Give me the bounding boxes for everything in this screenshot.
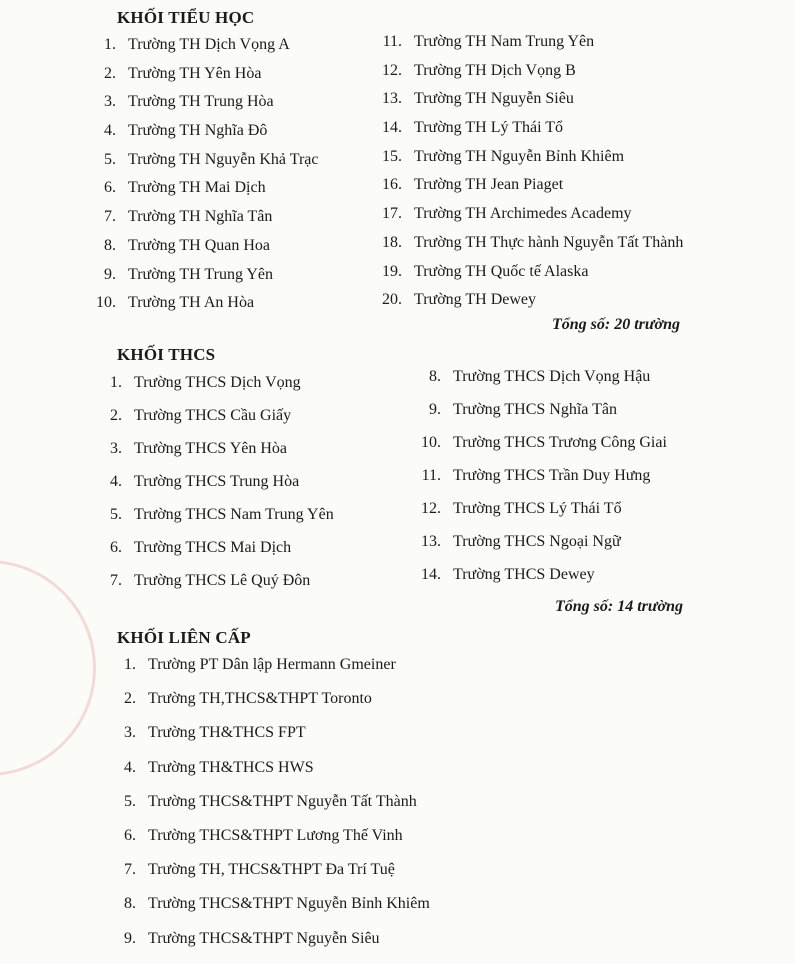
- item-number: 5.: [104, 150, 116, 168]
- lien-cap-list: [96, 656, 430, 964]
- item-number: 8.: [124, 895, 136, 913]
- tieu-hoc-total: Tổng số: 20 trường: [552, 316, 680, 333]
- list-item: [80, 179, 318, 208]
- item-number: 8.: [429, 368, 441, 385]
- list-item: [366, 119, 683, 148]
- item-number: 6.: [104, 179, 116, 197]
- list-item: [80, 36, 318, 65]
- school-name: Trường PT Dân lập Hermann Gmeiner: [148, 656, 396, 673]
- school-name: Trường THCS Dịch Vọng: [134, 374, 301, 391]
- list-item: [80, 65, 318, 94]
- school-name: Trường THCS Trung Hòa: [134, 473, 300, 490]
- item-number: 2.: [104, 64, 116, 82]
- list-item: [405, 401, 667, 434]
- thcs-list-col1: [90, 374, 334, 605]
- school-name: Trường TH Nguyễn Bỉnh Khiêm: [414, 147, 625, 165]
- school-name: Trường TH Nghĩa Tân: [128, 208, 273, 226]
- list-item: [90, 473, 334, 506]
- item-number: 3.: [110, 440, 122, 457]
- school-name: Trường TH Lý Thái Tổ: [414, 119, 563, 137]
- list-item: [405, 467, 667, 500]
- school-name: Trường TH Mai Dịch: [128, 179, 266, 197]
- school-name: Trường TH Archimedes Academy: [414, 205, 632, 223]
- school-name: Trường THCS Lê Quý Đôn: [134, 572, 311, 589]
- item-number: 1.: [104, 36, 116, 53]
- list-item: [80, 122, 318, 151]
- school-name: Trường TH,THCS&THPT Toronto: [148, 690, 372, 708]
- school-name: Trường THCS Mai Dịch: [134, 539, 292, 556]
- item-number: 1.: [124, 656, 136, 673]
- tieu-hoc-list-col1: [80, 36, 318, 323]
- list-item: [405, 434, 667, 467]
- school-name: Trường TH Thực hành Nguyễn Tất Thành: [414, 233, 684, 251]
- school-name: Trường TH&THCS FPT: [148, 724, 306, 742]
- school-name: Trường THCS Yên Hòa: [134, 440, 287, 457]
- list-item: [366, 62, 683, 91]
- item-number: 7.: [124, 861, 136, 879]
- faded-stamp: [0, 560, 96, 776]
- item-number: 4.: [124, 758, 136, 776]
- item-number: 10.: [421, 434, 441, 451]
- item-number: 4.: [110, 473, 122, 490]
- school-name: Trường TH Nghĩa Đô: [128, 122, 268, 140]
- item-number: 6.: [124, 826, 136, 844]
- item-number: 20.: [382, 291, 402, 309]
- item-number: 9.: [104, 265, 116, 283]
- item-number: 8.: [104, 236, 116, 254]
- item-number: 1.: [110, 374, 122, 391]
- school-name: Trường TH Quan Hoa: [128, 236, 271, 254]
- list-item: [90, 407, 334, 440]
- school-name: Trường TH, THCS&THPT Đa Trí Tuệ: [148, 861, 395, 879]
- item-number: 9.: [429, 401, 441, 418]
- item-number: 12.: [382, 61, 402, 79]
- list-item: [366, 176, 683, 205]
- list-item: [80, 266, 318, 295]
- list-item: [90, 539, 334, 572]
- item-number: 16.: [382, 176, 402, 194]
- list-item: [80, 237, 318, 266]
- list-item: [366, 205, 683, 234]
- item-number: 10.: [96, 294, 116, 312]
- item-number: 19.: [382, 262, 402, 280]
- list-item: [366, 148, 683, 177]
- school-name: Trường TH Jean Piaget: [414, 176, 564, 194]
- list-item: [80, 294, 318, 323]
- school-name: Trường THCS Nam Trung Yên: [134, 506, 334, 523]
- list-item: [96, 793, 430, 827]
- school-name: Trường TH Dewey: [414, 291, 537, 309]
- school-name: Trường THCS&THPT Nguyễn Tất Thành: [148, 792, 417, 810]
- list-item: [80, 93, 318, 122]
- list-item: [405, 368, 667, 401]
- item-number: 11.: [382, 33, 402, 50]
- school-name: Trường THCS&THPT Nguyễn Bỉnh Khiêm: [148, 895, 430, 913]
- list-item: [96, 895, 430, 929]
- school-name: Trường THCS&THPT Nguyễn Siêu: [148, 929, 380, 947]
- tieu-hoc-list-col2: [366, 33, 683, 320]
- school-name: Trường THCS Ngoại Ngữ: [453, 533, 621, 550]
- school-name: Trường TH Nam Trung Yên: [414, 33, 595, 50]
- school-name: Trường TH Yên Hòa: [128, 64, 262, 82]
- item-number: 13.: [382, 90, 402, 108]
- item-number: 14.: [421, 566, 441, 583]
- item-number: 3.: [124, 724, 136, 742]
- school-name: Trường THCS&THPT Lương Thế Vinh: [148, 826, 403, 844]
- school-name: Trường THCS Nghĩa Tân: [453, 401, 617, 418]
- item-number: 14.: [382, 119, 402, 137]
- item-number: 15.: [382, 147, 402, 165]
- item-number: 5.: [110, 506, 122, 523]
- list-item: [366, 90, 683, 119]
- list-item: [90, 440, 334, 473]
- list-item: [366, 263, 683, 292]
- school-name: Trường THCS Trương Công Giai: [453, 434, 667, 451]
- list-item: [96, 656, 430, 690]
- item-number: 2.: [110, 407, 122, 424]
- item-number: 18.: [382, 233, 402, 251]
- item-number: 5.: [124, 792, 136, 810]
- item-number: 17.: [382, 205, 402, 223]
- item-number: 6.: [110, 539, 122, 556]
- list-item: [405, 533, 667, 566]
- school-name: Trường TH Trung Hòa: [128, 93, 274, 111]
- item-number: 4.: [104, 122, 116, 140]
- list-item: [90, 374, 334, 407]
- school-name: Trường TH Nguyễn Khả Trạc: [128, 150, 319, 168]
- school-name: Trường THCS Lý Thái Tổ: [453, 500, 622, 517]
- school-name: Trường TH Dịch Vọng A: [128, 36, 290, 53]
- list-item: [366, 234, 683, 263]
- item-number: 12.: [421, 500, 441, 517]
- school-name: Trường THCS Dịch Vọng Hậu: [453, 368, 651, 385]
- list-item: [96, 930, 430, 964]
- thcs-total: Tổng số: 14 trường: [555, 598, 683, 615]
- item-number: 2.: [124, 690, 136, 708]
- section-title-lien-cap: KHỐI LIÊN CẤP: [117, 628, 251, 647]
- section-title-tieu-hoc: KHỐI TIỂU HỌC: [117, 8, 255, 27]
- item-number: 9.: [124, 929, 136, 947]
- section-title-thcs: KHỐI THCS: [117, 345, 216, 364]
- list-item: [405, 500, 667, 533]
- item-number: 3.: [104, 93, 116, 111]
- school-name: Trường TH An Hòa: [128, 294, 255, 312]
- school-name: Trường TH Quốc tế Alaska: [414, 262, 589, 280]
- thcs-list-col2: [405, 368, 667, 599]
- item-number: 7.: [110, 572, 122, 589]
- school-name: Trường THCS Trần Duy Hưng: [453, 467, 651, 484]
- list-item: [405, 566, 667, 599]
- list-item: [366, 33, 683, 62]
- list-item: [90, 506, 334, 539]
- list-item: [90, 572, 334, 605]
- list-item: [96, 690, 430, 724]
- list-item: [96, 861, 430, 895]
- school-name: Trường THCS Dewey: [453, 566, 595, 583]
- list-item: [96, 827, 430, 861]
- school-name: Trường TH Dịch Vọng B: [414, 61, 576, 79]
- item-number: 13.: [421, 533, 441, 550]
- list-item: [96, 724, 430, 758]
- school-name: Trường TH&THCS HWS: [148, 758, 314, 776]
- item-number: 11.: [421, 467, 441, 484]
- list-item: [80, 208, 318, 237]
- item-number: 7.: [104, 208, 116, 226]
- list-item: [80, 151, 318, 180]
- list-item: [96, 759, 430, 793]
- school-name: Trường THCS Cầu Giấy: [134, 407, 292, 424]
- school-name: Trường TH Nguyễn Siêu: [414, 90, 574, 108]
- school-name: Trường TH Trung Yên: [128, 265, 274, 283]
